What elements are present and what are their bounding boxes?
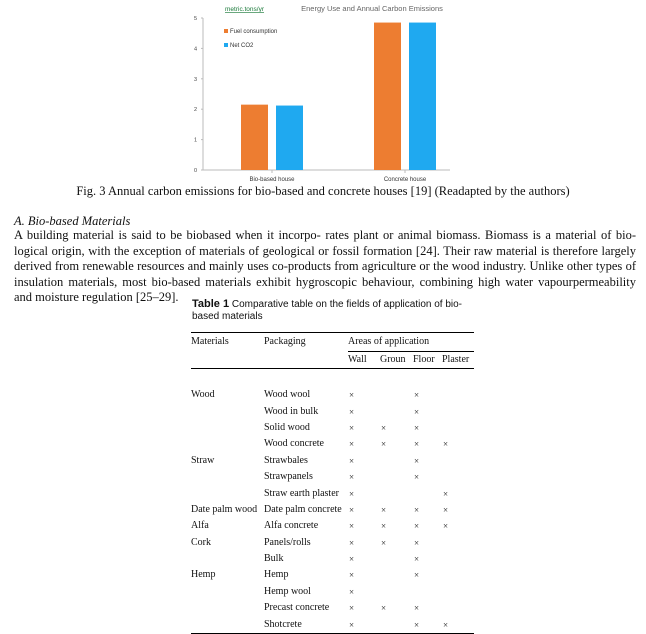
cell-packaging: Shotcrete	[264, 618, 302, 630]
y-tick-label: 1	[193, 137, 197, 144]
chart-title: Energy Use and Annual Carbon Emissions	[301, 4, 443, 13]
cell-mark-wall: ×	[349, 570, 355, 581]
table-row	[191, 420, 474, 436]
cell-mark-wall: ×	[349, 521, 355, 532]
cell-material	[191, 420, 264, 436]
cell-mark-plaster: ×	[443, 521, 449, 532]
cell-mark-plaster	[442, 551, 474, 567]
cell-mark-floor: ×	[414, 619, 420, 630]
cell-material	[191, 436, 264, 452]
cell-mark-ground: ×	[381, 603, 387, 614]
cell-mark-plaster	[442, 535, 474, 551]
cell-mark-wall: ×	[349, 390, 355, 401]
cell-packaging: Strawbales	[264, 454, 308, 466]
cell-mark-ground: ×	[381, 439, 387, 450]
cell-material	[191, 469, 264, 485]
table-row	[191, 387, 474, 403]
table-caption-text: Comparative table on the fields of application of bio-based materials	[192, 299, 463, 322]
cell-packaging: Wood wool	[264, 389, 311, 401]
cell-mark-plaster: ×	[443, 619, 449, 630]
cell-mark-plaster	[442, 403, 474, 419]
cell-mark-ground	[380, 567, 413, 583]
legend-label: Fuel consumption	[230, 29, 278, 35]
col-header-ground: Groun	[380, 354, 406, 365]
cell-mark-floor: ×	[414, 422, 420, 433]
col-header-materials: Materials	[191, 336, 229, 348]
table-row	[191, 485, 474, 501]
col-header-floor: Floor	[413, 354, 435, 365]
cell-packaging: Bulk	[264, 553, 284, 565]
cell-mark-wall: ×	[349, 439, 355, 450]
bar-net-co2	[409, 23, 436, 170]
col-header-plaster: Plaster	[442, 354, 470, 365]
cell-mark-floor: ×	[414, 504, 420, 515]
table-row	[191, 600, 474, 616]
cell-packaging: Wood concrete	[264, 438, 324, 450]
cell-mark-plaster: ×	[443, 488, 449, 499]
y-tick-label: 0	[193, 168, 197, 174]
cell-mark-plaster	[442, 387, 474, 403]
table-row	[191, 535, 474, 551]
cell-packaging: Hemp	[264, 569, 289, 581]
cell-mark-wall: ×	[349, 554, 355, 565]
cell-mark-wall: ×	[349, 488, 355, 499]
cell-packaging: Panels/rolls	[264, 536, 311, 548]
cell-mark-floor: ×	[414, 521, 420, 532]
x-tick-label: Concrete house	[383, 177, 427, 183]
table-row	[191, 584, 474, 600]
cell-packaging: Precast concrete	[264, 602, 330, 614]
y-tick-label: 2	[193, 107, 197, 114]
bar-net-co2	[276, 106, 303, 170]
cell-mark-ground	[380, 453, 413, 469]
cell-mark-wall: ×	[349, 422, 355, 433]
application-table	[191, 332, 474, 634]
cell-material: Cork	[191, 536, 211, 548]
cell-material	[191, 600, 264, 616]
y-tick-label: 4	[193, 46, 197, 53]
cell-material	[191, 616, 264, 633]
cell-mark-floor	[413, 485, 442, 501]
cell-material: Wood	[191, 389, 215, 401]
cell-mark-wall: ×	[349, 603, 355, 614]
cell-packaging: Alfa concrete	[264, 520, 319, 532]
bar-fuel-consumption	[374, 23, 401, 170]
cell-material: Alfa	[191, 520, 209, 532]
cell-material	[191, 584, 264, 600]
table-row	[191, 518, 474, 534]
x-tick-label: Bio-based house	[249, 177, 295, 183]
cell-mark-plaster	[442, 584, 474, 600]
cell-mark-ground	[380, 551, 413, 567]
legend-swatch	[224, 43, 228, 47]
col-header-areas: Areas of application	[348, 333, 474, 352]
cell-mark-ground: ×	[381, 422, 387, 433]
cell-mark-wall: ×	[349, 586, 355, 597]
cell-mark-ground	[380, 387, 413, 403]
table-row	[191, 453, 474, 469]
cell-mark-wall: ×	[349, 472, 355, 483]
cell-mark-wall: ×	[349, 455, 355, 466]
cell-mark-floor: ×	[414, 390, 420, 401]
cell-mark-wall: ×	[349, 619, 355, 630]
cell-mark-ground	[380, 485, 413, 501]
cell-mark-floor: ×	[414, 439, 420, 450]
cell-mark-floor: ×	[414, 406, 420, 417]
cell-mark-floor: ×	[414, 603, 420, 614]
table-row	[191, 436, 474, 452]
cell-mark-floor: ×	[414, 554, 420, 565]
cell-mark-floor: ×	[414, 570, 420, 581]
cell-packaging: Strawpanels	[264, 471, 313, 483]
table-row	[191, 567, 474, 583]
cell-mark-plaster	[442, 567, 474, 583]
legend-swatch	[224, 29, 228, 33]
cell-mark-ground: ×	[381, 504, 387, 515]
bar-fuel-consumption	[241, 105, 268, 170]
table-row	[191, 403, 474, 419]
y-tick-label: 3	[193, 76, 197, 83]
cell-material	[191, 403, 264, 419]
table-row	[191, 551, 474, 567]
cell-mark-ground	[380, 584, 413, 600]
cell-mark-plaster	[442, 453, 474, 469]
cell-mark-floor: ×	[414, 455, 420, 466]
cell-material	[191, 485, 264, 501]
cell-mark-plaster	[442, 600, 474, 616]
cell-material	[191, 551, 264, 567]
table-row	[191, 616, 474, 633]
bar-chart	[0, 0, 646, 185]
cell-mark-ground: ×	[381, 521, 387, 532]
y-tick-label: 5	[193, 16, 197, 22]
cell-mark-floor	[413, 584, 442, 600]
cell-mark-ground	[380, 616, 413, 633]
cell-packaging: Solid wood	[264, 421, 310, 433]
cell-packaging: Date palm concrete	[264, 503, 342, 515]
col-header-wall: Wall	[348, 354, 367, 365]
cell-mark-plaster: ×	[443, 504, 449, 515]
cell-mark-plaster: ×	[443, 439, 449, 450]
cell-mark-wall: ×	[349, 406, 355, 417]
cell-packaging: Wood in bulk	[264, 405, 319, 417]
table-row	[191, 502, 474, 518]
section-body: A building material is said to be biobased when it incorpo- rates plant or animal biomass. Biomass is a material of bio- logical origin, with the exception of materials of geological or fossil formation [24]. Their raw material is therefore largely derived from renewable resources and mainly uses co-products from agriculture or the wood industry. Unlike other types of insulation materials, most bio-based materials exhibit hygroscopic behaviour, combining high water vapourpermeability and moisture regulation [25–29].	[14, 228, 636, 304]
figure-chart	[0, 0, 646, 185]
cell-material: Straw	[191, 454, 215, 466]
cell-packaging: Straw earth plaster	[264, 487, 339, 499]
cell-mark-ground	[380, 403, 413, 419]
cell-mark-ground: ×	[381, 537, 387, 548]
table-caption	[192, 298, 472, 323]
table-row	[191, 469, 474, 485]
table-label: Table 1	[192, 298, 230, 310]
figure-caption: Fig. 3 Annual carbon emissions for bio-based and concrete houses [19] (Readapted by the authors)	[76, 184, 570, 198]
cell-mark-floor: ×	[414, 472, 420, 483]
cell-packaging: Hemp wool	[264, 585, 311, 597]
cell-mark-wall: ×	[349, 504, 355, 515]
header-logo: metric.tons/yr	[225, 6, 265, 13]
cell-material: Hemp	[191, 569, 216, 581]
cell-mark-wall: ×	[349, 537, 355, 548]
section-title: A. Bio-based Materials	[14, 214, 131, 228]
col-header-packaging: Packaging	[264, 336, 306, 348]
cell-mark-ground	[380, 469, 413, 485]
legend-label: Net CO2	[230, 43, 254, 49]
cell-material: Date palm wood	[191, 503, 258, 515]
cell-mark-plaster	[442, 420, 474, 436]
cell-mark-floor: ×	[414, 537, 420, 548]
cell-mark-plaster	[442, 469, 474, 485]
